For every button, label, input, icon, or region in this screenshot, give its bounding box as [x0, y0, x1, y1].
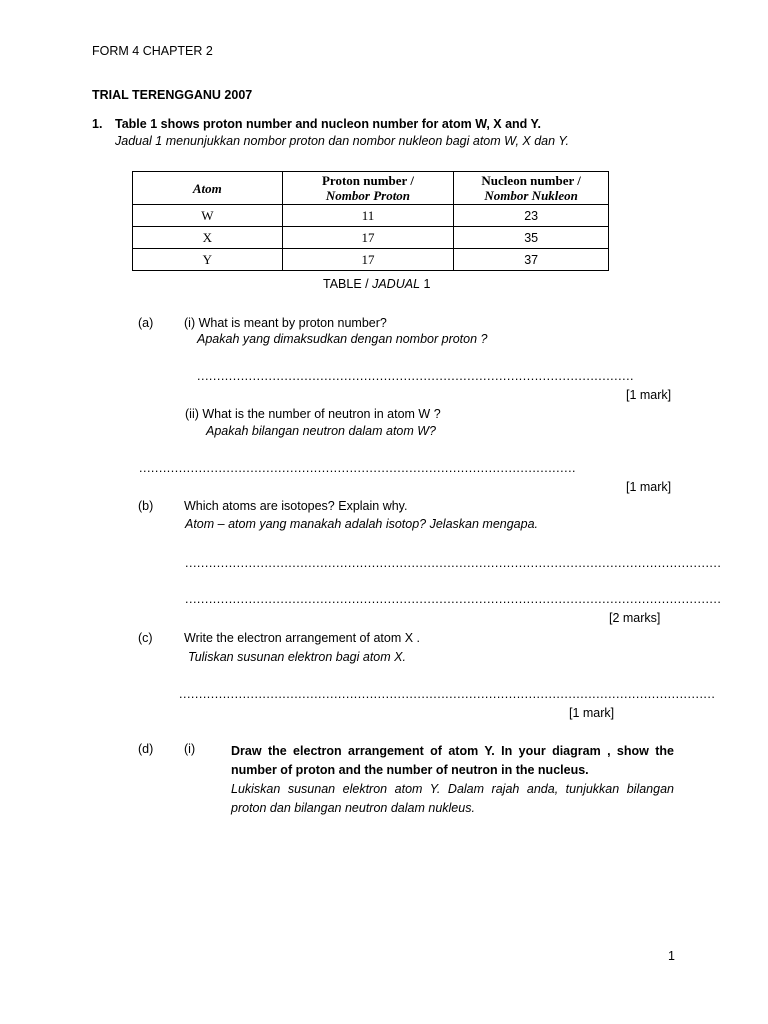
part-b-mark: [2 marks] — [609, 611, 661, 625]
page-number: 1 — [668, 949, 675, 963]
cell-proton: 11 — [282, 205, 454, 227]
table-header-row — [133, 172, 609, 205]
answer-line-c[interactable]: ....................................................................................................................................... — [179, 687, 716, 701]
part-a-ii-question-en: (ii) What is the number of neutron in atom W ? — [185, 407, 441, 421]
cell-atom: X — [133, 227, 283, 249]
part-c-question-ms: Tuliskan susunan elektron bagi atom X. — [188, 650, 406, 664]
part-a-i-question-en: (i) What is meant by proton number? — [184, 316, 387, 330]
cell-atom: W — [133, 205, 283, 227]
cell-proton: 17 — [282, 227, 454, 249]
part-d-question-ms-line1: Lukiskan susunan elektron atom Y. Dalam rajah anda, tunjukkan bilangan — [231, 782, 674, 796]
table-row — [133, 227, 609, 249]
part-a-label: (a) — [138, 316, 154, 330]
part-b-label: (b) — [138, 499, 154, 513]
part-d-question-en — [231, 742, 674, 780]
answer-line-a-i[interactable]: .............................................................................................................. — [197, 369, 635, 383]
part-c-question-en: Write the electron arrangement of atom X . — [184, 631, 420, 645]
cell-nucleon: 35 — [454, 227, 609, 249]
part-c-mark: [1 mark] — [569, 706, 615, 720]
cell-nucleon: 37 — [454, 249, 609, 271]
chapter-heading: FORM 4 CHAPTER 2 — [92, 44, 213, 58]
question-number: 1. — [92, 117, 103, 131]
cell-atom: Y — [133, 249, 283, 271]
header-proton: Proton number / Nombor Proton — [282, 172, 454, 205]
part-b-question-ms: Atom – atom yang manakah adalah isotop? Jelaskan mengapa. — [185, 517, 539, 531]
table-row — [133, 205, 609, 227]
answer-line-a-ii[interactable]: .............................................................................................................. — [139, 461, 577, 475]
part-d-question-ms — [231, 780, 674, 818]
part-a-ii-question-ms: Apakah bilangan neutron dalam atom W? — [206, 424, 437, 438]
exam-title: TRIAL TERENGGANU 2007 — [92, 88, 253, 102]
table-1 — [132, 171, 609, 271]
answer-line-b-1[interactable]: ....................................................................................................................................... — [185, 556, 722, 570]
question-intro-en: Table 1 shows proton number and nucleon number for atom W, X and Y. — [115, 117, 541, 131]
table-caption: TABLE / JADUAL 1 — [323, 277, 431, 291]
part-b-question-en: Which atoms are isotopes? Explain why. — [184, 499, 408, 513]
part-d-question-en-line2: number of proton and the number of neutron in the nucleus. — [231, 763, 589, 777]
part-c-label: (c) — [138, 631, 153, 645]
header-nucleon: Nucleon number / Nombor Nukleon — [454, 172, 609, 205]
table-row — [133, 249, 609, 271]
part-d-question-en-line1: Draw the electron arrangement of atom Y. In your diagram , show the — [231, 744, 674, 758]
part-a-i-question-ms: Apakah yang dimaksudkan dengan nombor proton ? — [197, 332, 488, 346]
part-a-i-mark: [1 mark] — [626, 388, 672, 402]
part-a-ii-mark: [1 mark] — [626, 480, 672, 494]
part-d-label: (d) — [138, 742, 154, 756]
header-atom: Atom — [133, 172, 283, 205]
cell-nucleon: 23 — [454, 205, 609, 227]
part-d-sub-label: (i) — [184, 742, 196, 756]
part-d-question-ms-line2: proton dan bilangan neutron dalam nukleus. — [231, 801, 475, 815]
answer-line-b-2[interactable]: ....................................................................................................................................... — [185, 592, 722, 606]
question-intro-ms: Jadual 1 menunjukkan nombor proton dan nombor nukleon bagi atom W, X dan Y. — [115, 134, 569, 148]
cell-proton: 17 — [282, 249, 454, 271]
